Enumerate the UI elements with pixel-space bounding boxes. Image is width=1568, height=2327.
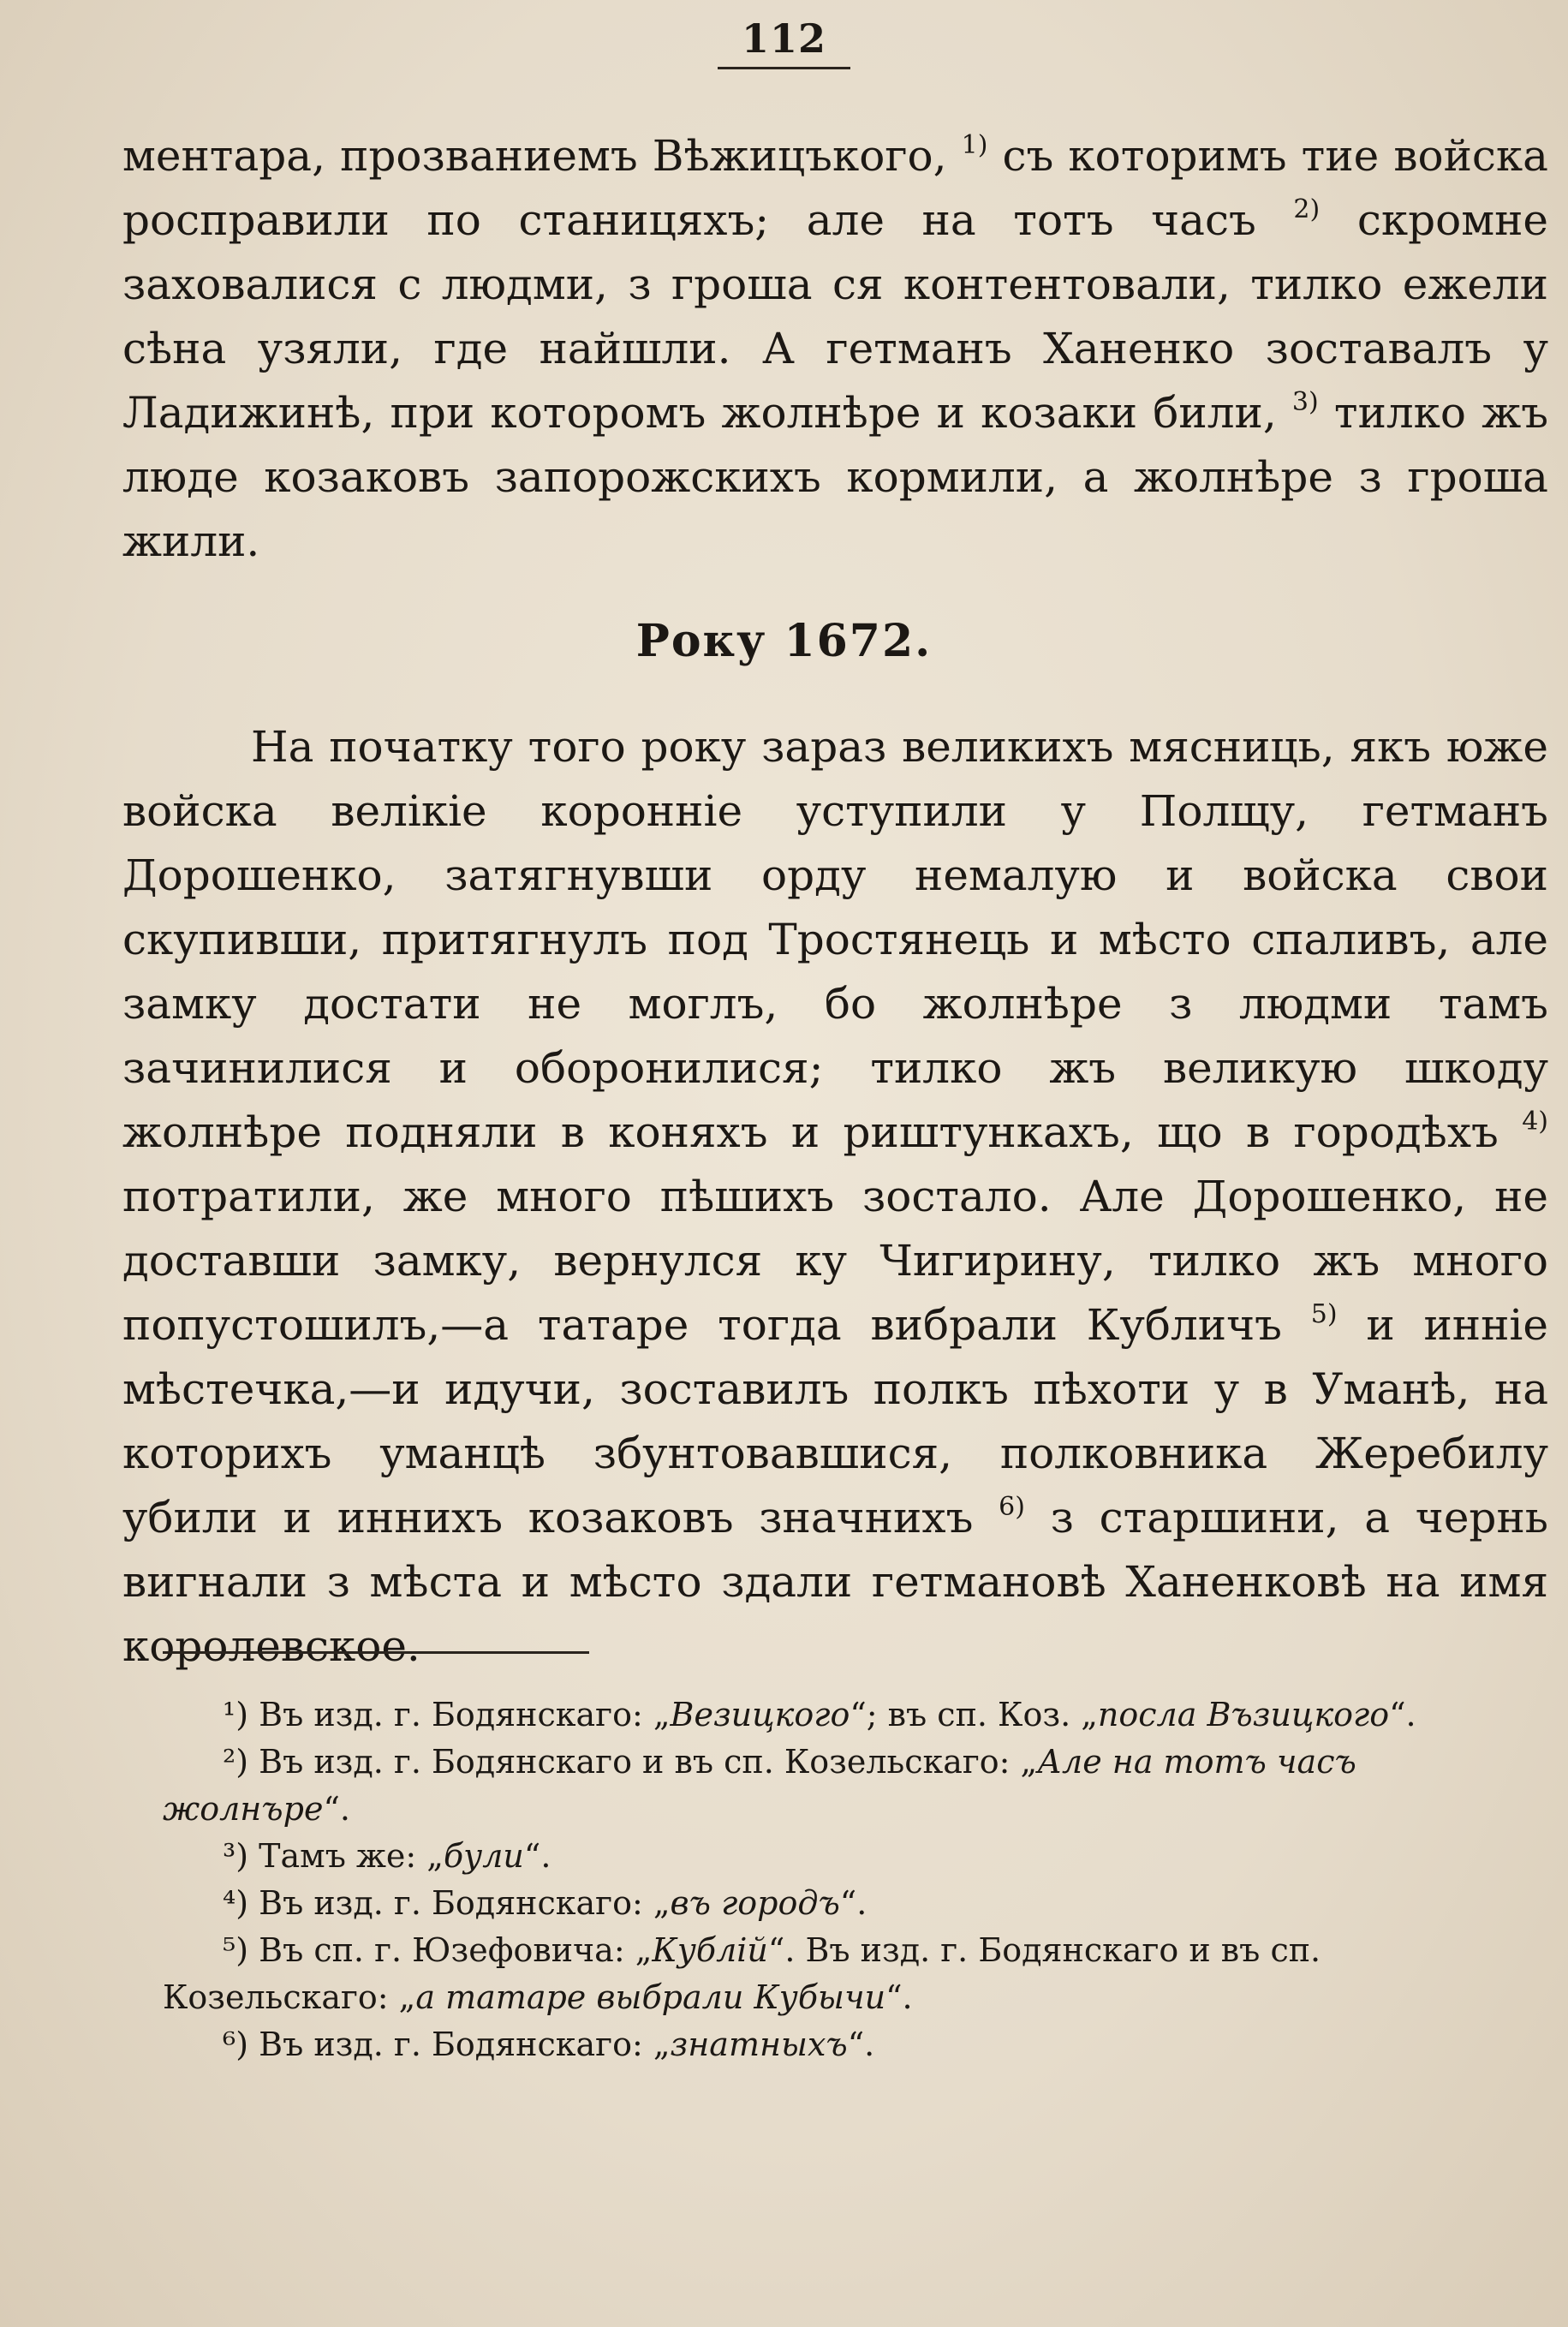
text-run: тилко жъ люде козаковъ запорожскихъ кормили, а жолнѣре з гроша жили.	[122, 388, 1549, 566]
footnote-mark: ⁵)	[223, 1931, 249, 1969]
footnote-separator	[163, 1651, 589, 1654]
page-number	[0, 15, 1568, 69]
footnote	[163, 1692, 1546, 1739]
text-run: “.	[885, 1978, 913, 2016]
footnote-mark: ¹)	[223, 1696, 249, 1733]
footnote	[163, 1833, 1546, 1880]
footnotes	[163, 1692, 1546, 2068]
text-run: “. Въ изд. г. Бодянскаго и въ сп. Козельскаго: „	[163, 1931, 1321, 2016]
text-run: Въ изд. г. Бодянскаго: „	[248, 2026, 671, 2063]
footnote-reference: 2)	[1293, 194, 1321, 224]
quoted-variant: посла Възицкого	[1097, 1696, 1390, 1733]
quoted-variant: Кублiй	[652, 1931, 768, 1969]
footnote	[163, 1880, 1546, 1927]
quoted-variant: Але на тотъ часъ жолнъре	[163, 1743, 1356, 1828]
footnote-mark: ⁶)	[223, 2026, 249, 2063]
text-run: съ которимъ тие войска росправили по станицяхъ; але на тотъ часъ	[122, 131, 1548, 245]
text-run: “.	[323, 1790, 350, 1828]
paragraph-continued	[122, 124, 1548, 574]
footnote-reference: 5)	[1310, 1299, 1338, 1329]
footnote	[163, 1927, 1546, 2021]
footnote	[163, 2021, 1546, 2068]
footnote	[163, 1739, 1546, 1833]
text-run: и иннiе мѣстечка,—и идучи, зоставилъ полкъ пѣхоти у в Уманѣ, на которихъ уманцѣ збунтовавшися, полковника Жеребилу убили и иннихъ козаковъ значнихъ	[122, 1300, 1548, 1542]
quoted-variant: въ городъ	[670, 1884, 840, 1922]
quoted-variant: були	[443, 1837, 524, 1875]
text-run: Въ сп. г. Юзефовича: „	[248, 1931, 653, 1969]
footnote-reference: 6)	[999, 1492, 1025, 1522]
text-run: Въ изд. г. Бодянскаго: „	[248, 1884, 671, 1922]
footnote-reference: 4)	[1522, 1107, 1548, 1137]
footnote-mark: ⁴)	[223, 1884, 249, 1922]
text-run: з старшини, а чернь вигнали з мѣста и мѣсто здали гетмановѣ Ханенковѣ на имя королевское.	[122, 1493, 1548, 1671]
footnote-mark: ²)	[223, 1743, 249, 1781]
text-run: “.	[847, 2026, 875, 2063]
quoted-variant: а татаре выбрали Кубычи	[415, 1978, 886, 2016]
footnote-reference: 1)	[961, 130, 988, 160]
page-number-text: 112	[718, 15, 850, 69]
text-run: “.	[839, 1884, 867, 1922]
text-run: “.	[523, 1837, 551, 1875]
text-run: Въ изд. г. Бодянскаго и въ сп. Козельскаго: „	[248, 1743, 1038, 1781]
section-heading: Року 1672.	[635, 615, 933, 667]
text-run: потратили, же много пѣшихъ зостало. Але Дорошенко, не доставши замку, вернулся ку Чигирину, тилко жъ много попустошилъ,—а татаре тогда вибрали Кубличъ	[122, 1172, 1548, 1350]
text-run: скромне заховалися с людми, з гроша ся контентовали, тилко ежели сѣна узяли, где найшли. А гетманъ Ханенко зоставалъ у Ладижинѣ, при которомъ жолнѣре и козаки били,	[122, 195, 1548, 438]
text-run: На початку того року зараз великихъ мясниць, якъ юже войска велікіе короннiе уступили у Полщу, гетманъ Дорошенко, затягнувши орду немалую и войска свои скупивши, притягнулъ под Тростянець и мѣсто спаливъ, але замку достати не моглъ, бо жолнѣре з людми тамъ зачинилися и оборонилися; тилко жъ великую шкоду жолнѣре подняли в коняхъ и риштункахъ, що в городѣхъ	[122, 722, 1548, 1157]
footnote-reference: 3)	[1291, 387, 1319, 417]
quoted-variant: Везицкого	[670, 1696, 850, 1733]
text-run: ментара, прозваниемъ Вѣжицъкого,	[122, 131, 962, 181]
paragraph-main	[122, 715, 1548, 1679]
text-run: Тамъ же: „	[248, 1837, 444, 1875]
quoted-variant: знатныхъ	[670, 2026, 848, 2063]
text-run: “.	[1389, 1696, 1416, 1733]
text-run: “; въ сп. Коз. „	[850, 1696, 1098, 1733]
footnote-mark: ³)	[223, 1837, 249, 1875]
text-run: Въ изд. г. Бодянскаго: „	[248, 1696, 671, 1733]
